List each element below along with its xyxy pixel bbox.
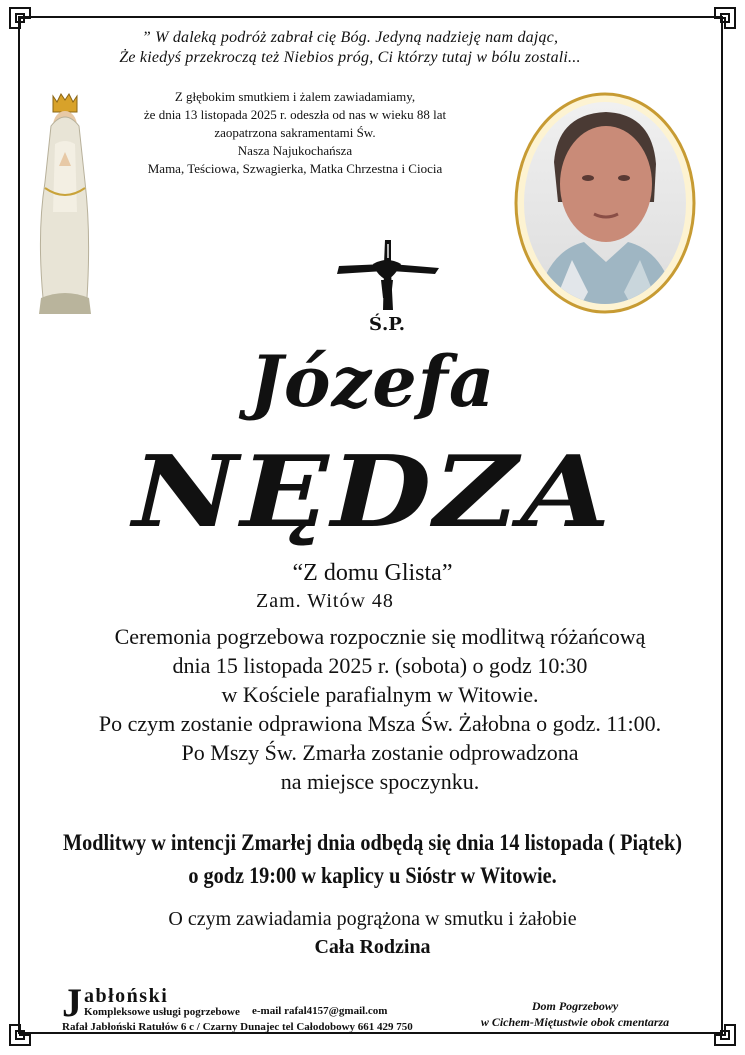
family-signature: Cała Rodzina <box>314 936 431 958</box>
corner-ornament-top-left <box>8 6 32 30</box>
location-line-2: w Cichem-Miętustwie obok cmentarza <box>480 1015 670 1029</box>
brand-name: abłoński <box>84 985 169 1007</box>
ceremony-line-5: Po Mszy Św. Zmarła zostanie odprowadzona <box>181 740 579 765</box>
brand-address: Rafał Jabłoński Ratułów 6 c / Czarny Dunajec tel Całodobowy 661 429 750 <box>62 1021 413 1033</box>
ceremony-details <box>40 622 720 796</box>
prayer-line-1: Modlitwy w intencji Zmarłej dnia odbędą się dnia 14 listopada ( Piątek) <box>62 830 683 855</box>
madonna-statue-image <box>25 92 105 320</box>
brand-email: e-mail rafal4157@gmail.com <box>252 1005 388 1017</box>
prayer-line-2: o godz 19:00 w kaplicy u Sióstr w Witowie. <box>188 863 557 888</box>
portrait-photo <box>514 92 696 314</box>
deceased-first-name: Józefa <box>249 340 496 423</box>
ceremony-line-2: dnia 15 listopada 2025 r. (sobota) o godz 10:30 <box>172 653 588 678</box>
verse-line-1: ” W daleką podróż zabrał cię Bóg. Jedyną nadzieję nam dając, <box>141 29 559 46</box>
verse-line-2: Że kiedyś przekroczą też Niebios próg, Ci którzy tutaj w bólu zostali... <box>119 49 581 66</box>
ceremony-line-6: na miejsce spoczynku. <box>280 769 480 794</box>
brand-initial: J <box>62 980 82 1025</box>
cross-label: Ś.P. <box>368 314 406 332</box>
deceased-surname: NĘDZA <box>132 435 613 550</box>
funeral-home-location <box>460 998 690 1030</box>
ceremony-line-3: w Kościele parafialnym w Witowie. <box>221 682 539 707</box>
residence-address: Zam. Witów 48 <box>256 590 394 612</box>
location-line-1: Dom Pogrzebowy <box>531 999 619 1013</box>
intro-line-5: Mama, Teściowa, Szwagierka, Matka Chrzestna i Ciocia <box>147 161 443 176</box>
ceremony-line-1: Ceremonia pogrzebowa rozpocznie się modlitwą różańcową <box>114 624 646 649</box>
corner-ornament-bottom-left <box>8 1023 32 1047</box>
notice-line: O czym zawiadamia pogrążona w smutku i żałobie <box>168 908 577 930</box>
corner-ornament-bottom-right <box>713 1023 737 1047</box>
death-announcement <box>130 88 460 178</box>
cross-emblem <box>335 240 440 332</box>
intro-line-3: zaopatrzona sakramentami Św. <box>214 125 376 140</box>
memorial-verse <box>30 28 670 68</box>
maiden-name: “Z domu Glista” <box>292 560 453 586</box>
ceremony-line-4: Po czym zostanie odprawiona Msza Św. Żałobna o godz. 11:00. <box>98 711 662 736</box>
intro-line-2: że dnia 13 listopada 2025 r. odeszła od nas w wieku 88 lat <box>143 107 447 122</box>
intro-line-4: Nasza Najukochańsza <box>237 143 353 158</box>
brand-services: Kompleksowe usługi pogrzebowe <box>84 1006 240 1018</box>
intro-line-1: Z głębokim smutkiem i żalem zawiadamiamy, <box>174 89 416 104</box>
corner-ornament-top-right <box>713 6 737 30</box>
prayer-details <box>62 826 682 892</box>
